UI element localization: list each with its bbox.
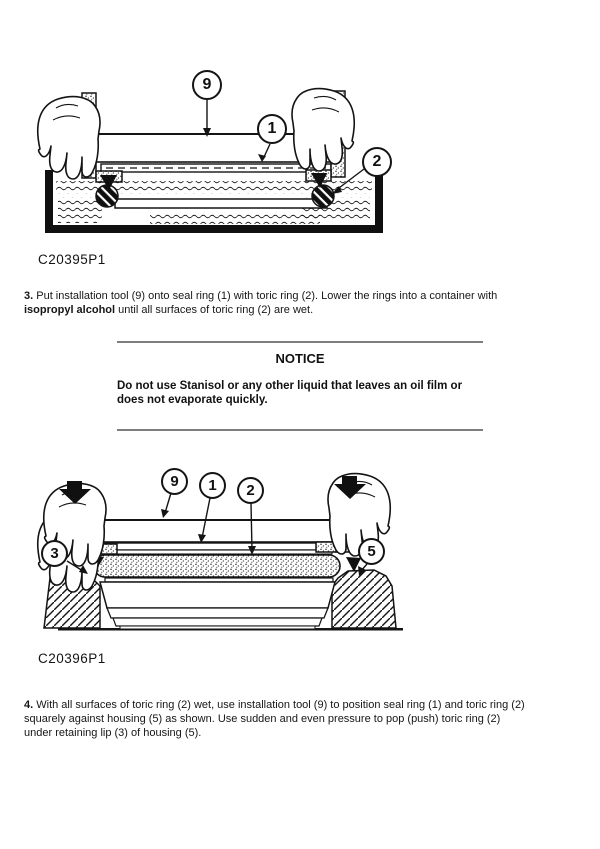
callout-3-label: 3 bbox=[50, 545, 59, 562]
callout-9 bbox=[192, 70, 222, 100]
notice-title: NOTICE bbox=[275, 351, 325, 366]
callout-9-label: 9 bbox=[170, 473, 179, 490]
notice-rule-top bbox=[117, 341, 483, 343]
toric-ring-left bbox=[96, 185, 118, 207]
seal-ring bbox=[100, 543, 338, 554]
figure2-caption: C20396P1 bbox=[38, 651, 106, 666]
step-3-bold-term: isopropyl alcohol bbox=[24, 304, 116, 316]
callout-2-label: 2 bbox=[246, 482, 255, 499]
housing-section-right bbox=[332, 570, 396, 628]
notice-line2: does not evaporate quickly. bbox=[117, 393, 268, 406]
callout-1 bbox=[257, 114, 287, 144]
callout-1-label: 1 bbox=[267, 120, 277, 137]
callout-2 bbox=[237, 477, 264, 504]
step-3-line2: until all surfaces of toric ring (2) are wet. bbox=[115, 304, 314, 316]
toric-ring-band bbox=[94, 555, 340, 577]
callout-9 bbox=[161, 468, 188, 495]
step-4-line1: With all surfaces of toric ring (2) wet, use installation tool (9) to position seal ring (1) and toric ring (2) bbox=[33, 699, 525, 711]
callout-1 bbox=[199, 472, 226, 499]
figure1-drawing bbox=[30, 45, 430, 245]
figure2-press-rings-into-housing bbox=[30, 458, 430, 643]
installation-tool bbox=[86, 520, 348, 542]
step-3-number: 3. bbox=[24, 290, 34, 302]
step-3-text bbox=[24, 289, 584, 317]
figure1-caption: C20395P1 bbox=[38, 252, 106, 267]
figure1-install-tool-in-container bbox=[30, 45, 430, 245]
notice-body bbox=[117, 380, 497, 407]
step-4-line2: squarely against housing (5) as shown. Use sudden and even pressure to pop (push) toric ring (2) bbox=[24, 713, 501, 725]
callout-2 bbox=[362, 147, 392, 177]
notice-line1: Do not use Stanisol or any other liquid that leaves an oil film or bbox=[117, 380, 463, 392]
callout-5-label: 5 bbox=[367, 543, 376, 560]
callout-9-label: 9 bbox=[202, 76, 212, 93]
seal-ring-lower bbox=[115, 199, 327, 208]
callout-3 bbox=[41, 540, 68, 567]
callout-2-label: 2 bbox=[372, 153, 382, 170]
step-4-text bbox=[24, 698, 584, 740]
step-4-line3: under retaining lip (3) of housing (5). bbox=[24, 727, 202, 739]
callout-1-label: 1 bbox=[208, 477, 217, 494]
step-4-number: 4. bbox=[24, 699, 34, 711]
left-hand-icon bbox=[38, 97, 100, 179]
callout-5 bbox=[358, 538, 385, 565]
notice-rule-bottom bbox=[117, 429, 483, 431]
step-3-line1: Put installation tool (9) onto seal ring (1) with toric ring (2). Lower the rings into a container with bbox=[33, 290, 498, 302]
seal-ring bbox=[101, 164, 331, 172]
toric-ring-right bbox=[312, 185, 334, 207]
housing-steps bbox=[100, 578, 335, 629]
